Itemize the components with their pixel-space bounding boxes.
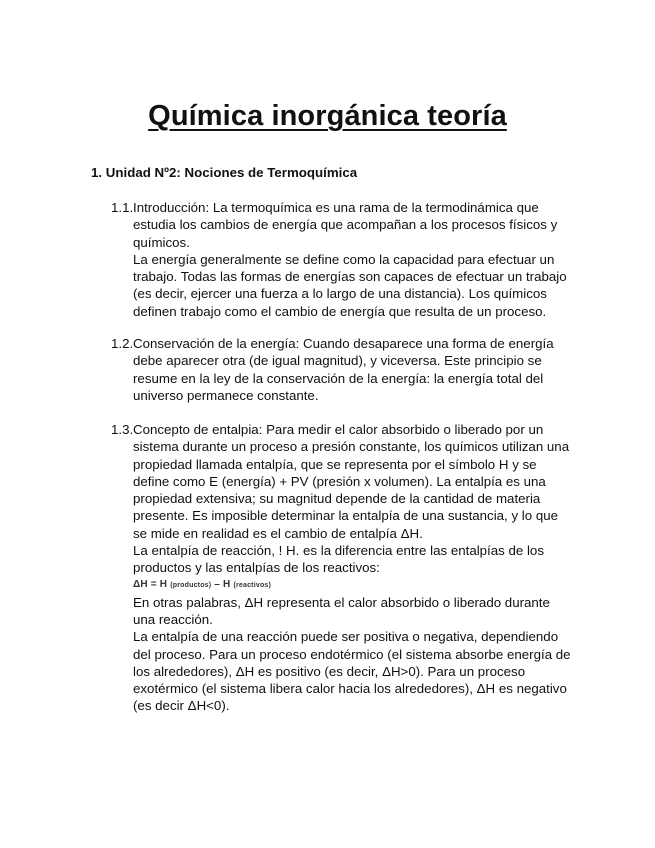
section-1-3: [111, 421, 571, 715]
section-body: [133, 335, 571, 404]
paragraph: Introducción: La termoquímica es una rama de la termodinámica que estudia los cambios de energía que acompañan a los procesos físicos y químicos.: [133, 200, 558, 250]
section-number: 1.2.: [111, 336, 134, 351]
section-number: 1.1.: [111, 200, 134, 215]
section-body: [133, 421, 571, 715]
paragraph: La entalpía de una reacción puede ser positiva o negativa, dependiendo del proceso. Para un proceso endotérmico (el sistema absorbe energía de los alrededores), ΔH es positivo (es decir, ΔH>0). Para un proceso exotérmico (el sistema libera calor hacia los alrededores), ΔH es negativo (es decir ΔH<0).: [133, 629, 571, 714]
section-body: [133, 199, 571, 320]
section-1-2: [111, 335, 571, 404]
paragraph: En otras palabras, ΔH representa el calor absorbido o liberado durante una reacción.: [133, 594, 550, 627]
section-1-1: [111, 199, 571, 320]
formula-subscript-products: (productos): [170, 581, 212, 589]
page-title: Química inorgánica teoría: [148, 100, 507, 132]
paragraph: Conservación de la energía: Cuando desaparece una forma de energía debe aparecer otra (de igual magnitud), y viceversa. Este principio se resume en la ley de la conservación de la energía: la energía total del universo permanece constante.: [133, 336, 554, 403]
formula-minus: – H: [214, 578, 231, 590]
formula-lhs: ΔH = H: [133, 578, 168, 590]
paragraph: La energía generalmente se define como la capacidad para efectuar un trabajo. Todas las formas de energías son capaces de efectuar un trabajo (es decir, ejercer una fuerza a lo largo de una distancia). Los químicos definen trabajo como el cambio de energía que resulta de un proceso.: [133, 251, 567, 319]
enthalpy-formula: [133, 577, 571, 594]
section-number: 1.3.: [111, 422, 134, 437]
unit-heading: 1. Unidad Nº2: Nociones de Termoquímica: [91, 165, 358, 180]
formula-subscript-reactants: (reactivos): [233, 581, 272, 589]
paragraph: La entalpía de reacción, ! H. es la diferencia entre las entalpías de los productos y las entalpías de los reactivos:: [133, 543, 544, 576]
paragraph: Concepto de entalpia: Para medir el calor absorbido o liberado por un sistema durante un proceso a presión constante, los químicos utilizan una propiedad llamada entalpía, que se representa por el símbolo H y se define como E (energía) + PV (presión x volumen). La entalpía es una propiedad extensiva; su magnitud depende de la cantidad de materia presente. Es imposible determinar la entalpía de una sustancia, y lo que se mide en realidad es el cambio de entalpía ΔH.: [133, 422, 570, 541]
